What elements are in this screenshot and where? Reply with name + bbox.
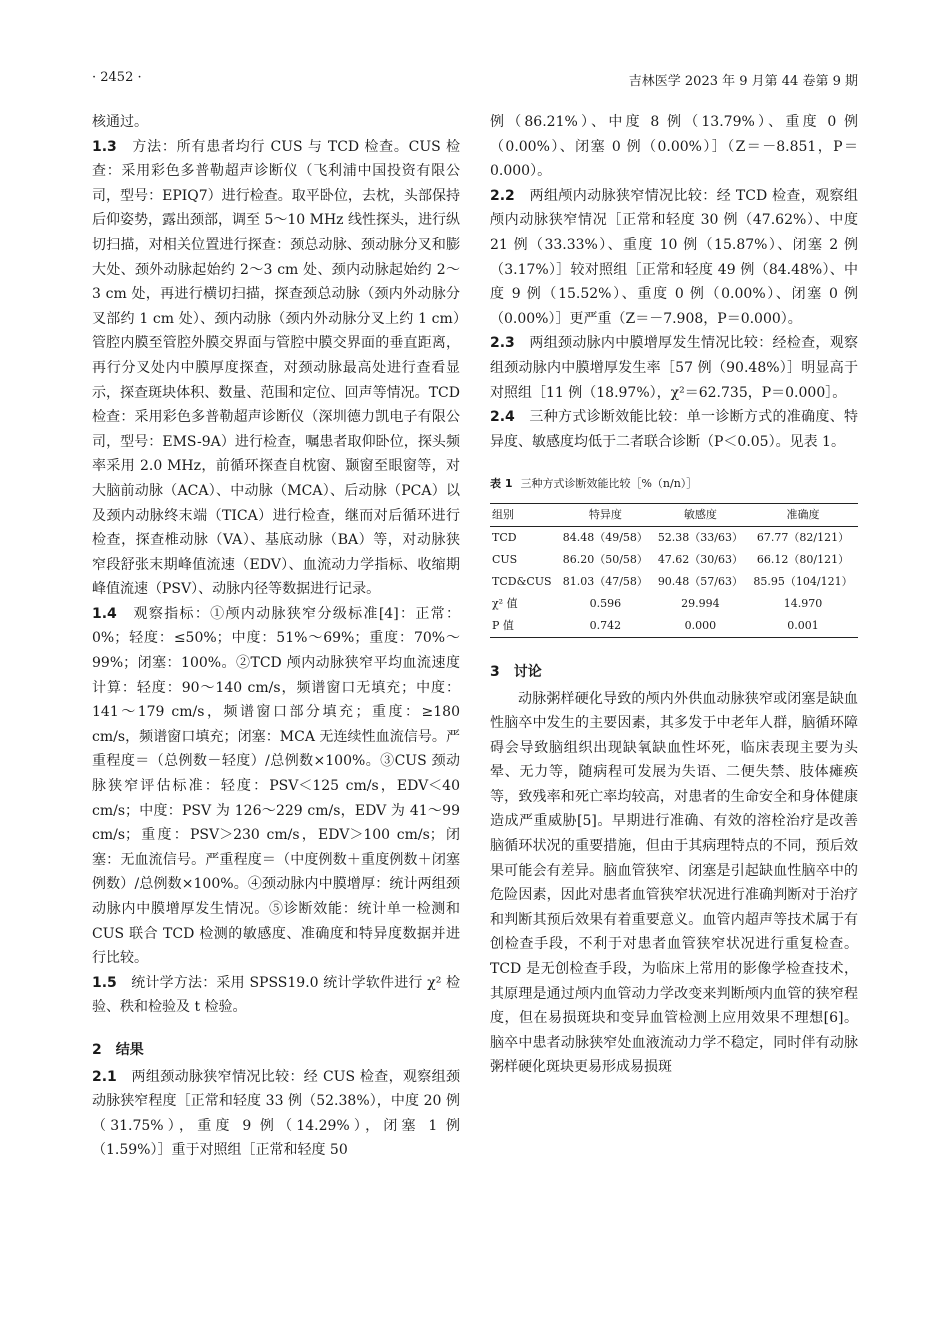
table-cell: CUS — [492, 552, 518, 566]
right-column — [490, 110, 858, 1080]
table-cell: 0.742 — [589, 618, 622, 632]
table-cell: 66.12（80/121） — [756, 552, 850, 566]
section-text: 三种方式诊断效能比较：单一诊断方式的准确度、特异度、敏感度均低于二者联合诊断（P＜0.05）。见表 1。 — [490, 409, 859, 450]
section-text: 两组颈动脉狭窄情况比较：经 CUS 检查，观察组颈动脉狭窄程度［正常和轻度 33 例（52.38%），中度 20 例（31.75%），重度 9 例（14.29%），闭塞 1 例（1.59%）］重于对照组［正常和轻度 50 — [92, 1068, 460, 1159]
table-title: 三种方式诊断效能比较［%（n/n）］ — [520, 477, 698, 491]
section-text: 统计学方法：采用 SPSS19.0 统计学软件进行 χ² 检验、秩和检验及 t 检验。 — [92, 974, 461, 1016]
table-cell: 47.62（30/63） — [657, 552, 744, 566]
table-caption — [490, 472, 858, 497]
table-cell: χ² 值 — [492, 596, 518, 610]
section-number: 2.2 — [490, 187, 515, 204]
paragraph: 核通过。 — [92, 114, 148, 130]
page-header — [92, 70, 858, 90]
table-header-cell: 准确度 — [786, 507, 820, 521]
table-cell: 85.95（104/121） — [753, 574, 853, 588]
section-text: 两组颅内动脉狭窄情况比较：经 TCD 检查，观察组颅内动脉狭窄情况［正常和轻度 30 例（47.62%）、中度 21 例（33.33%）、重度 10 例（15.87%）、闭塞 2 例（3.17%）］较对照组［正常和轻度 49 例（84.48%）、中度 9 例（15.52%）、重度 0 例（0.00%）、闭塞 0 例（0.00%）］更严重（Z＝－7.908，P＝0.000）。 — [490, 187, 859, 327]
section-number: 1.4 — [92, 605, 117, 622]
section-2-4 — [490, 405, 858, 454]
table-row — [490, 593, 858, 615]
table-cell: 86.20（50/58） — [562, 552, 648, 566]
table-header-row — [490, 503, 858, 526]
section-1-5 — [92, 971, 460, 1020]
table-cell: TCD — [492, 530, 517, 544]
table-header-cell: 特异度 — [588, 507, 622, 521]
table-row — [490, 615, 858, 638]
section-number: 2.3 — [490, 335, 515, 352]
table-cell: 81.03（47/58） — [562, 574, 648, 588]
section-2-2 — [490, 184, 858, 332]
paragraph: 例（86.21%）、中度 8 例（13.79%）、重度 0 例（0.00%）、闭塞 0 例（0.00%）］（Z＝－8.851，P＝0.000）。 — [490, 114, 858, 180]
table-cell: TCD&CUS — [492, 574, 552, 588]
table-row — [490, 549, 858, 571]
section-2-1 — [92, 1065, 460, 1163]
table-cell: 90.48（57/63） — [657, 574, 744, 588]
table-cell: 14.970 — [783, 596, 823, 610]
section-number: 1.3 — [92, 138, 117, 155]
table-header-cell: 组别 — [492, 507, 514, 521]
table-row — [490, 526, 858, 549]
section-text: 两组颈动脉内中膜增厚发生情况比较：经检查，观察组颈动脉内中膜增厚发生率［57 例（90.48%）］明显高于对照组［11 例（18.97%），χ²＝62.735，P＝0.000］。 — [490, 335, 859, 401]
table-row — [490, 571, 858, 593]
section-number: 2.1 — [92, 1068, 117, 1085]
section-text: 方法：所有患者均行 CUS 与 TCD 检查。CUS 检查：采用彩色多普勒超声诊断仪（飞利浦中国投资有限公司，型号：EPIQ7）进行检查。取平卧位，去枕，头部保持后仰姿势，露出颈部，调至 5～10 MHz 线性探头，进行纵切扫描，对相关位置进行探查：颈总动脉、颈动脉分叉和膨大处、颈外动脉起始约 2～3 cm 处、颈内动脉起始约 2～3 cm 处，再进行横切扫描，探查颈总动脉（颈内外动脉分叉部约 1 cm 处）、颈内动脉（颈内外动脉分叉上约 1 cm）管腔内膜至管腔外膜交界面与管腔中膜交界面的垂直距离，再行分叉处内中膜厚度探查，对颈动脉最高处进行查看显示，探查斑块体积、数量、范围和定位、回声等情况。TCD 检查：采用彩色多普勒超声诊断仪（深圳德力凯电子有限公司，型号：EMS-9A）进行检查，嘱患者取仰卧位，探头频率采用 2.0 MHz，前循环探查自枕窗、颞窗至眼窗等，对大脑前动脉（ACA）、中动脉（MCA）、后动脉（PCA）以及颈内动脉终末端（TICA）进行检查，继而对后循环进行检查，探查椎动脉（VA）、基底动脉（BA）等，对动脉狭窄段舒张末期峰值流速（EDV）、血流动力学指标、收缩期峰值流速（PSV）、动脉内径等数据进行记录。 — [92, 138, 460, 598]
table-cell: 0.000 — [684, 618, 717, 632]
journal-info: 吉林医学 2023 年 9 月第 44 卷第 9 期 — [628, 74, 858, 89]
section-1-4 — [92, 602, 460, 971]
table-cell: 0.001 — [787, 618, 819, 632]
section-heading-discussion: 3 讨论 — [490, 663, 542, 680]
table-cell: 84.48（49/58） — [562, 530, 648, 544]
table-header-cell: 敏感度 — [683, 507, 717, 521]
table-cell: P 值 — [492, 618, 514, 632]
discussion-paragraph: 动脉粥样硬化导致的颅内外供血动脉狭窄或闭塞是缺血性脑卒中发生的主要因素，其多发于中老年人群，脑循环障碍会导致脑组织出现缺氧缺血性坏死，临床表现主要为头晕、无力等，随病程可发展为失语、二便失禁、肢体瘫痪等，致残率和死亡率均较高，对患者的生命安全和身体健康造成严重威胁[5]。早期进行准确、有效的溶栓治疗是改善脑循环状况的重要措施，但由于其病理特点的不同，预后效果可能会有差异。脑血管狭窄、闭塞是引起缺血性脑卒中的危险因素，因此对患者血管狭窄状况进行准确判断对于治疗和判断其预后效果有着重要意义。血管内超声等技术属于有创检查手段，不利于对患者血管狭窄状况进行重复检查。TCD 是无创检查手段，为临床上常用的影像学检查技术，其原理是通过颅内血管动力学改变来判断颅内血管的狭窄程度，但在易损斑块和变异血管检测上应用效果不理想[6]。脑卒中患者动脉狭窄处血液流动力学不稳定，同时伴有动脉粥样硬化斑块更易形成易损斑 — [490, 690, 858, 1076]
section-number: 2.4 — [490, 409, 515, 426]
table-cell: 29.994 — [681, 596, 720, 610]
table-cell: 67.77（82/121） — [756, 530, 850, 544]
section-text: 观察指标：①颅内动脉狭窄分级标准[4]：正常：0%；轻度：≤50%；中度：51%～69%；重度：70%～99%；闭塞：100%。②TCD 颅内动脉狭窄平均血流速度计算：轻度：90～140 cm/s，频谱窗口无填充；中度：141～179 cm/s，频谱窗口部分填充；重度：≥180 cm/s，频谱窗口填充；闭塞：MCA 无连续性血流信号。严重程度＝（总例数－轻度）/总例数×100%。③CUS 颈动脉狭窄评估标准：轻度：PSV＜125 cm/s，EDV＜40 cm/s；中度：PSV 为 126～229 cm/s，EDV 为 41～99 cm/s；重度：PSV＞230 cm/s，EDV＞100 cm/s；闭塞：无血流信号。严重程度＝（中度例数＋重度例数＋闭塞例数）/总例数×100%。④颈动脉内中膜增厚：统计两组颈动脉内中膜增厚发生情况。⑤诊断效能：统计单一检测和 CUS 联合 TCD 检测的敏感度、准确度和特异度数据并进行比较。 — [92, 605, 460, 967]
section-2-3 — [490, 331, 858, 405]
table-cell: 52.38（33/63） — [657, 530, 744, 544]
left-column — [92, 110, 460, 1163]
page-number: · 2452 · — [92, 70, 142, 85]
table-cell: 0.596 — [589, 596, 622, 610]
section-number: 1.5 — [92, 974, 117, 991]
diagnostic-efficacy-table — [490, 503, 858, 638]
table-label: 表 1 — [490, 477, 513, 491]
section-heading-results: 2 结果 — [92, 1041, 144, 1058]
section-1-3 — [92, 135, 460, 602]
